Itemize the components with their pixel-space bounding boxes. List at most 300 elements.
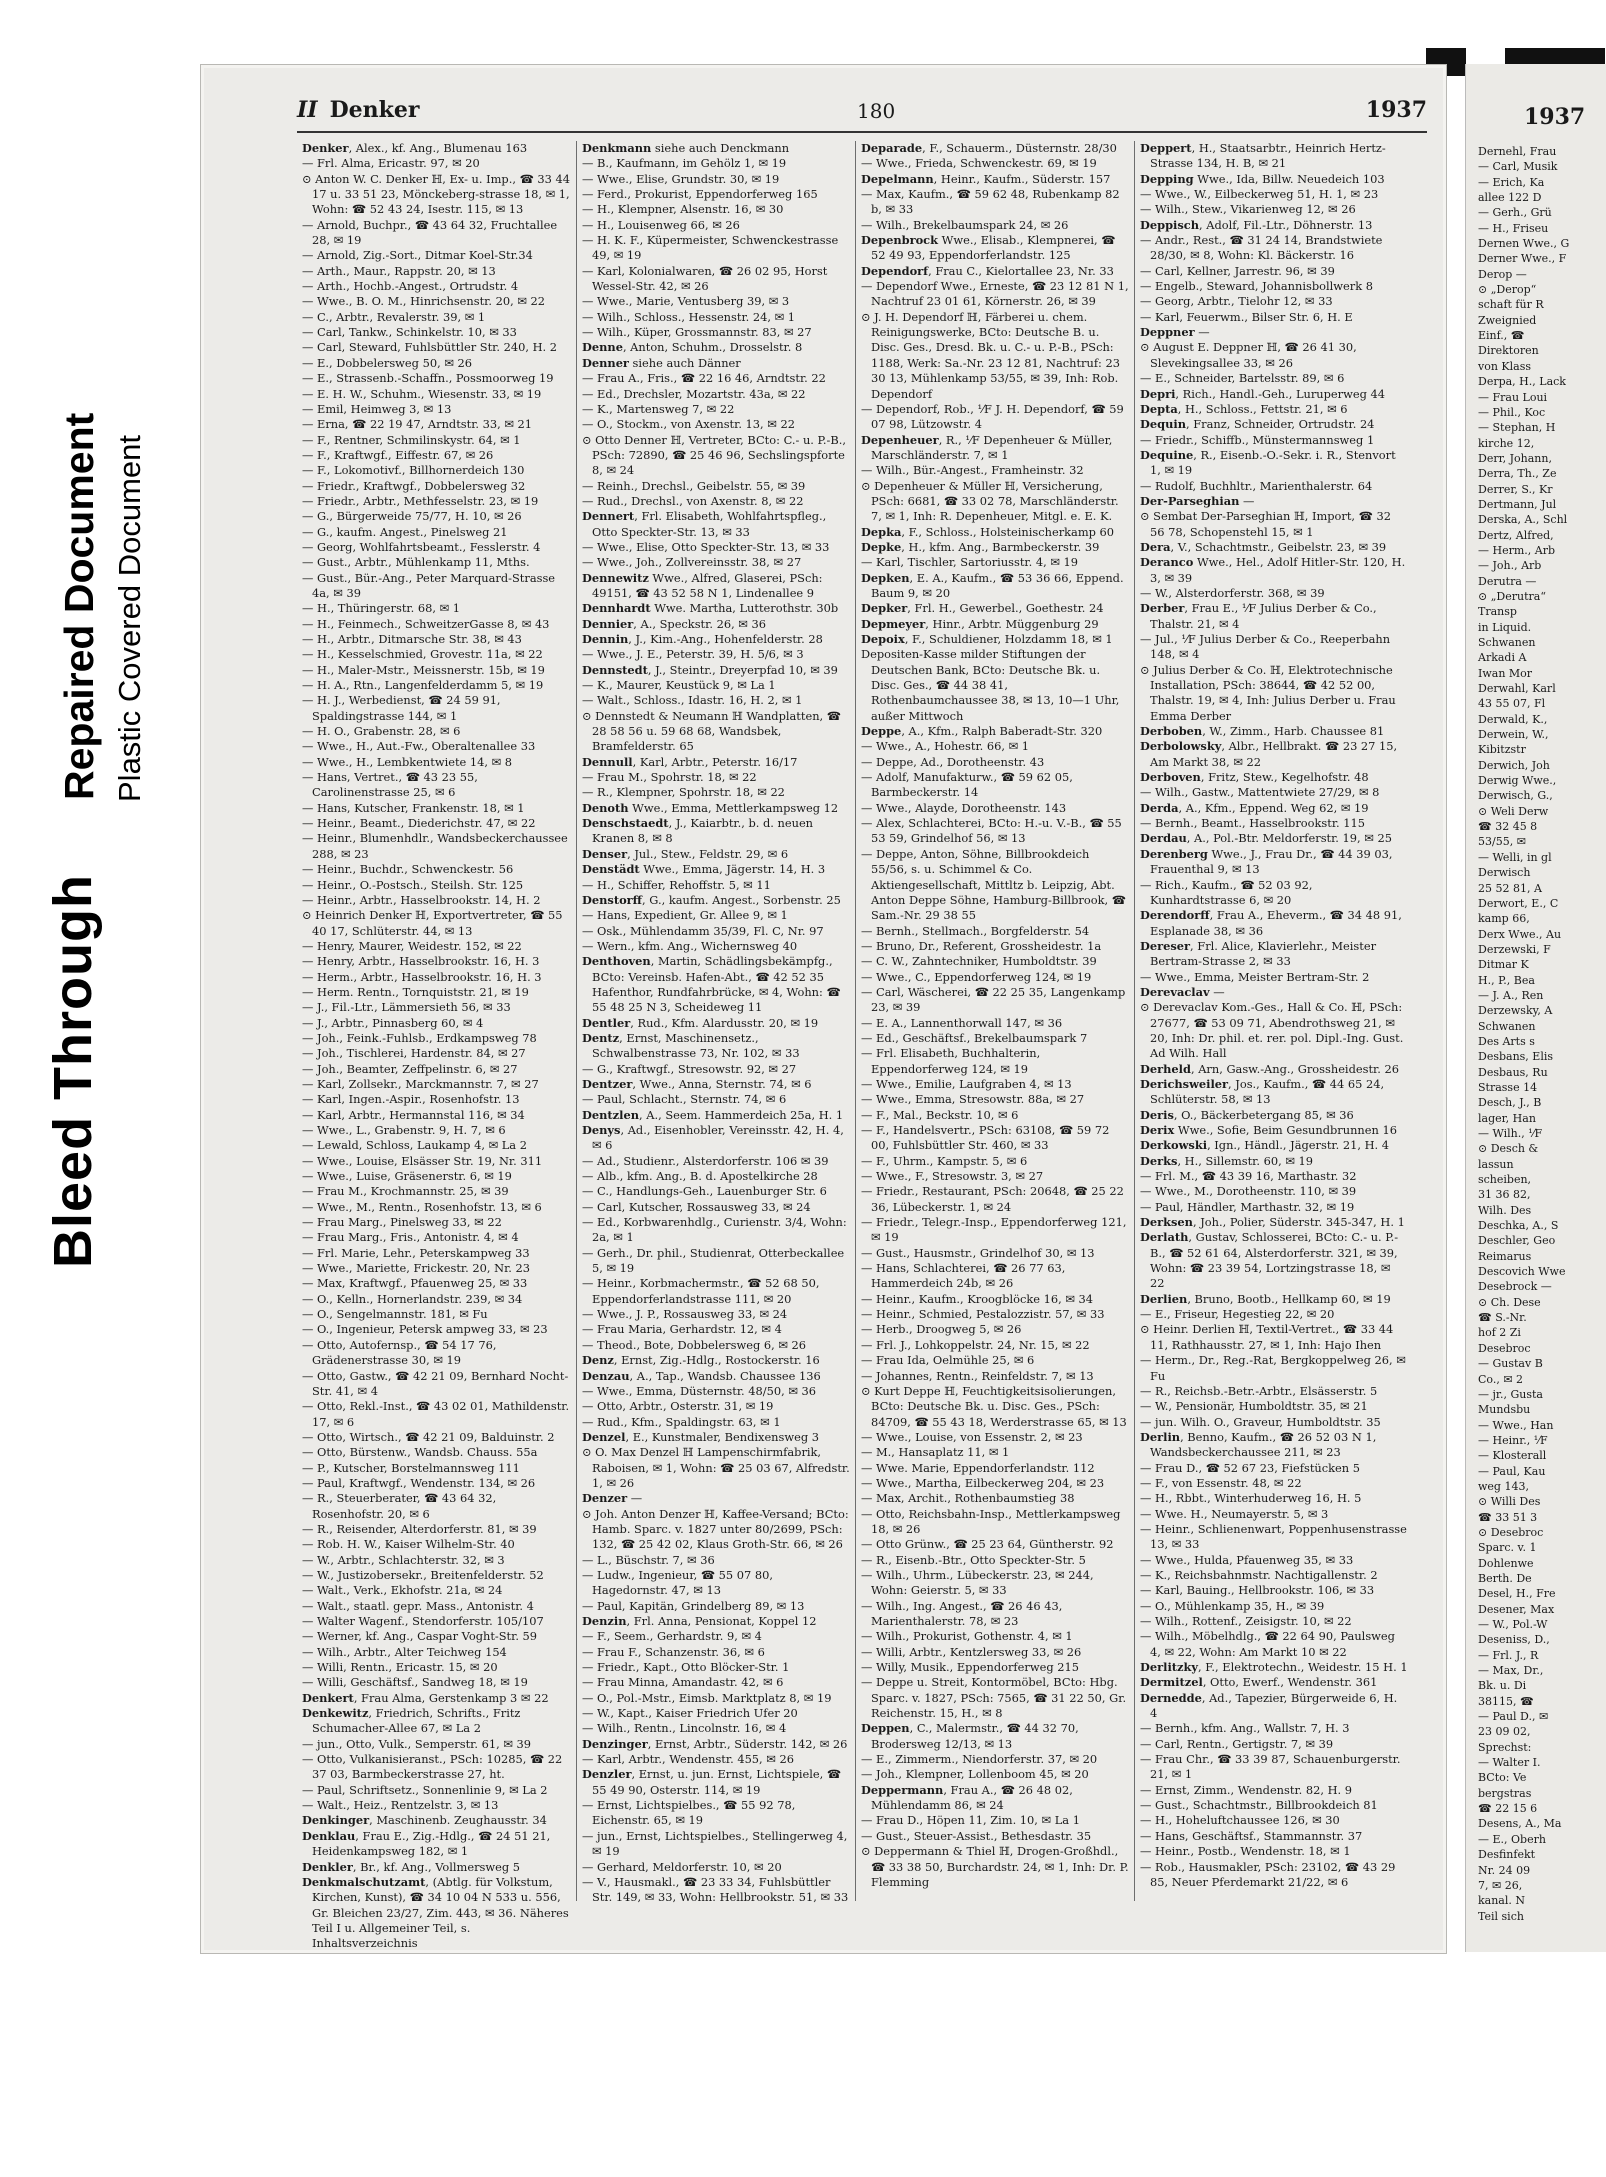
adjacent-page-line: Kibitzstr	[1478, 743, 1526, 757]
entry-text: siehe auch Denckmann	[651, 141, 790, 155]
adjacent-page-line: Derner Wwe., F	[1478, 252, 1567, 266]
adjacent-page-line: Schwanen	[1478, 1019, 1536, 1033]
adjacent-page-line: Ditmar K	[1478, 958, 1529, 972]
entry-text: — Wwe., Louise, von Essenstr. 2, ✉ 23	[861, 1429, 1083, 1444]
adjacent-page-line: von Klass	[1478, 359, 1532, 373]
adjacent-page-line: Derop —	[1478, 267, 1527, 281]
directory-entry	[302, 172, 571, 218]
directory-entry	[302, 1737, 571, 1752]
entry-text: — Otto, Arbtr., Osterstr. 31, ✉ 19	[582, 1399, 774, 1414]
directory-entry	[582, 1798, 850, 1829]
directory-entry	[582, 356, 850, 371]
page-header-left	[297, 97, 420, 123]
entry-text: — Karl, Zollsekr., Marckmannstr. 7, ✉ 27	[302, 1076, 539, 1091]
directory-entry	[302, 294, 571, 309]
directory-entry	[302, 1307, 571, 1322]
entry-surname: Dennull	[582, 754, 633, 769]
adjacent-page-line: Dohlenwe	[1478, 1556, 1534, 1570]
directory-entry	[582, 1721, 850, 1736]
directory-entry	[1140, 831, 1408, 846]
entry-text: , Hinr., Arbtr. Müggenburg 29	[925, 616, 1099, 631]
directory-entry	[1140, 1599, 1408, 1614]
directory-entry	[861, 1783, 1129, 1814]
directory-entry	[582, 310, 850, 325]
directory-column-4	[1134, 141, 1413, 1901]
directory-entry	[861, 1215, 1129, 1246]
entry-text: — Paul, Kraftwgf., Wendenstr. 134, ✉ 26	[302, 1475, 536, 1490]
entry-text: — F., Lokomotivf., Billhornerdeich 130	[302, 463, 525, 478]
adjacent-page-line: — Erich, Ka	[1478, 175, 1545, 189]
entry-text: — Wwe., Marie, Ventusberg 39, ✉ 3	[582, 294, 790, 309]
directory-entry	[861, 1645, 1129, 1660]
entry-text: — Gust., Steuer-Assist., Bethesdastr. 35	[861, 1828, 1092, 1843]
entry-text: — G., Kraftwgf., Stresowstr. 92, ✉ 27	[582, 1061, 797, 1076]
directory-entry	[302, 340, 571, 355]
directory-entry	[861, 156, 1129, 171]
directory-entry	[582, 601, 850, 616]
entry-text: ⊙ Dennstedt & Neumann ℍ Wandplatten, ☎ 28 58 56 u. 59 68 68, Wandsbek, Bramfelderstr. 65	[582, 708, 841, 754]
entry-text: , Frau E., Zig.-Hdlg., ☎ 24 51 21, Heidenkampsweg 182, ✉ 1	[312, 1828, 551, 1859]
entry-text: — Frl. Alma, Ericastr. 97, ✉ 20	[302, 156, 480, 171]
directory-entry	[582, 755, 850, 770]
entry-text: — Wilh., Rentn., Lincolnstr. 16, ✉ 4	[582, 1721, 787, 1736]
entry-text: — Ed., Geschäftsf., Brekelbaumspark 7	[861, 1030, 1088, 1045]
directory-entry	[1140, 1614, 1408, 1629]
adjacent-page-line: Derwich, Joh	[1478, 758, 1550, 772]
entry-text: — Dependorf, Rob., ⅟F J. H. Dependorf, ☎ 59 07 98, Lützowstr. 4	[861, 401, 1124, 432]
directory-entry	[1140, 1507, 1408, 1522]
entry-text: — Osk., Mühlendamm 35/39, Fl. C, Nr. 97	[582, 923, 824, 938]
entry-text: — H. J., Werbedienst, ☎ 24 59 91, Spaldingstrasse 144, ✉ 1	[302, 693, 501, 723]
entry-text: , Ernst, u. jun. Ernst, Lichtspiele, ☎ 55 49 90, Osterstr. 114, ✉ 19	[592, 1767, 842, 1797]
directory-entry	[302, 1783, 571, 1798]
entry-surname: Denzin	[582, 1614, 627, 1628]
entry-text: — Ernst, Lichtspielbes., ☎ 55 92 78, Eichenstr. 65, ✉ 19	[582, 1798, 796, 1828]
entry-text: — Carl, Wäscherei, ☎ 22 25 35, Langenkamp 23, ✉ 39	[861, 984, 1126, 1015]
entry-text: — Joh., Feink.-Fuhlsb., Erdkampsweg 78	[302, 1030, 537, 1045]
adjacent-page-line: Nr. 24 09	[1478, 1863, 1531, 1877]
directory-entry	[302, 1445, 571, 1460]
directory-entry	[582, 571, 850, 602]
entry-text: — Frau F., Schanzenstr. 36, ✉ 6	[582, 1644, 765, 1659]
entry-text: — Wilh., Stew., Vikarienweg 12, ✉ 26	[1140, 202, 1356, 217]
adjacent-page-line: Einf., ☎	[1478, 329, 1525, 343]
directory-entry	[302, 1246, 571, 1261]
directory-entry	[861, 1553, 1129, 1568]
entry-text: — Frau Marg., Pinelsweg 33, ✉ 22	[302, 1215, 502, 1230]
adjacent-page-line: Wilh. Des	[1478, 1203, 1532, 1217]
entry-text: — E. H. W., Schuhm., Wiesenstr. 33, ✉ 19	[302, 386, 542, 401]
directory-entry	[861, 755, 1129, 770]
entry-surname: Dequin	[1140, 417, 1186, 432]
directory-entry	[582, 1415, 850, 1430]
entry-text: — Otto, Reichsbahn-Insp., Mettlerkampsweg 18, ✉ 26	[861, 1506, 1121, 1536]
entry-text: — Gust., Schachtmstr., Billbrookdeich 81	[1140, 1798, 1378, 1813]
entry-text: — Herm. Rentn., Tornquiststr. 21, ✉ 19	[302, 984, 529, 999]
adjacent-page-line: ⊙ „Derutra“	[1478, 589, 1546, 603]
entry-text: —	[627, 1491, 643, 1506]
entry-text: — H. A., Rtn., Langenfelderdamm 5, ✉ 19	[302, 678, 544, 693]
directory-entry	[582, 479, 850, 494]
entry-text: — Wilh., Brekelbaumspark 24, ✉ 26	[861, 217, 1069, 232]
directory-entry	[1140, 1476, 1408, 1491]
directory-entry	[861, 1675, 1129, 1721]
entry-text: — L., Büschstr. 7, ✉ 36	[582, 1552, 715, 1567]
adjacent-page-line: Deschler, Geo	[1478, 1234, 1556, 1248]
entry-text: — Carl, Rentn., Gertigstr. 7, ✉ 39	[1140, 1736, 1334, 1751]
entry-surname: Dennin	[582, 632, 629, 646]
entry-text: , Frl. Elisabeth, Wohlfahrtspfleg., Otto Speckter-Str. 13, ✉ 33	[592, 509, 827, 539]
directory-entry	[302, 156, 571, 171]
directory-entry	[302, 1062, 571, 1077]
entry-text: ⊙ Kurt Deppe ℍ, Feuchtigkeitsisolierungen, BCto: Deutsche Bk. u. Disc. Ges., PSch: 84709, ☎ 55 43 18, Werderstrasse 65, ✉ 13	[861, 1383, 1127, 1429]
entry-text: — Frl. Elisabeth, Buchhalterin, Eppendorferweg 124, ✉ 19	[861, 1046, 1041, 1076]
entry-text: — Rob. H. W., Kaiser Wilhelm-Str. 40	[302, 1537, 515, 1552]
directory-entry	[302, 831, 571, 862]
directory-entry	[861, 433, 1129, 464]
entry-surname: Derlien	[1140, 1291, 1188, 1306]
entry-text: — Friedr., Schiffb., Münstermannsweg 1	[1140, 432, 1375, 447]
entry-surname: Depmeyer	[861, 616, 926, 631]
directory-entry	[1140, 1353, 1408, 1384]
adjacent-page-line: Strasse 14	[1478, 1080, 1538, 1094]
directory-column-2	[576, 141, 855, 1905]
entry-text: — Paul, Händler, Marthastr. 32, ✉ 19	[1140, 1199, 1355, 1214]
directory-entry	[302, 1000, 571, 1015]
entry-text: — Alex, Schlachterei, BCto: H.-u. V.-B., ☎ 55 53 59, Grindelhof 56, ✉ 13	[861, 816, 1122, 846]
directory-entry	[861, 1307, 1129, 1322]
entry-text: — H., Thüringerstr. 68, ✉ 1	[302, 601, 460, 616]
directory-entry	[582, 1660, 850, 1675]
adjacent-page-line: — Herm., Arb	[1478, 543, 1556, 557]
entry-surname: Derlath	[1140, 1230, 1189, 1245]
directory-entry	[861, 1813, 1129, 1828]
directory-entry	[861, 1476, 1129, 1491]
directory-entry	[302, 1292, 571, 1307]
entry-text: — K., Martensweg 7, ✉ 22	[582, 401, 735, 416]
directory-entry	[861, 463, 1129, 478]
adjacent-page-line: bergstras	[1478, 1786, 1532, 1800]
directory-entry	[582, 1629, 850, 1644]
entry-surname: Denzau	[582, 1368, 630, 1383]
directory-entry	[302, 601, 571, 616]
entry-text: — Wwe., Martha, Eilbeckerweg 204, ✉ 23	[861, 1475, 1105, 1490]
directory-entry	[1140, 1737, 1408, 1752]
entry-text: — Arth., Maur., Rappstr. 20, ✉ 13	[302, 263, 496, 278]
entry-surname: Denner	[582, 355, 629, 370]
directory-entry	[302, 1583, 571, 1598]
directory-entry	[861, 1169, 1129, 1184]
entry-text: — jun., Ernst, Lichtspielbes., Stellingerweg 4, ✉ 19	[582, 1828, 848, 1859]
directory-entry	[582, 816, 850, 847]
adjacent-page-line: Zweignied	[1478, 313, 1537, 327]
entry-surname: Dermitzel	[1140, 1675, 1203, 1690]
directory-entry	[582, 433, 850, 479]
directory-entry	[1140, 1783, 1408, 1798]
entry-text: — Wilh., Gastw., Mattentwiete 27/29, ✉ 8	[1140, 785, 1380, 800]
header-surname: Denker	[329, 97, 420, 123]
entry-text: — Herm., Arbtr., Hasselbrookstr. 16, H. 3	[302, 969, 542, 984]
entry-text: — R., Klempner, Spohrstr. 18, ✉ 22	[582, 785, 785, 800]
entry-text: — C., Handlungs-Geh., Lauenburger Str. 6	[582, 1184, 827, 1199]
directory-entry	[1140, 770, 1408, 785]
entry-text: — Deppe u. Streit, Kontormöbel, BCto: Hbg. Sparc. v. 1827, PSch: 7565, ☎ 31 22 50, Gr. Reichenstr. 15, H., ✉ 8	[861, 1675, 1127, 1721]
directory-entry	[861, 218, 1129, 233]
entry-surname: Deppen	[861, 1721, 910, 1736]
vertical-label-bleed-through: Bleed Through	[43, 874, 103, 1268]
directory-entry	[302, 1461, 571, 1476]
directory-entry	[302, 1200, 571, 1215]
entry-text: , H., kfm. Ang., Barmbeckerstr. 39	[901, 539, 1100, 554]
directory-entry	[302, 1369, 571, 1400]
entry-text: , C., Malermstr., ☎ 44 32 70, Brodersweg 12/13, ✉ 13	[871, 1721, 1079, 1751]
adjacent-page-year: 1937	[1524, 104, 1586, 130]
entry-text: — Walt., Verk., Ekhofstr. 21a, ✉ 24	[302, 1583, 503, 1598]
directory-entry	[1140, 1675, 1408, 1690]
entry-text: — Ed., Korbwarenhdlg., Curienstr. 3/4, Wohn: 2a, ✉ 1	[582, 1215, 847, 1245]
adjacent-page-line: ⊙ Ch. Dese	[1478, 1295, 1541, 1309]
entry-text: — Heinr., Kaufm., Kroogblöcke 16, ✉ 34	[861, 1291, 1094, 1306]
entry-text: —	[1239, 493, 1255, 508]
entry-text: — Hans, Expedient, Gr. Allee 9, ✉ 1	[582, 908, 788, 923]
directory-entry	[582, 1322, 850, 1337]
entry-text: — Wwe., B. O. M., Hinrichsenstr. 20, ✉ 22	[302, 294, 546, 309]
adjacent-page-line: Derwahl, Karl	[1478, 682, 1556, 696]
entry-surname: Deris	[1140, 1107, 1174, 1122]
page-edge-tab-right	[1505, 48, 1605, 64]
entry-text: — H., Kesselschmied, Grovestr. 11a, ✉ 22	[302, 647, 543, 662]
directory-entry	[582, 801, 850, 816]
adjacent-page-line: Derr, Johann,	[1478, 451, 1552, 465]
directory-entry	[582, 1016, 850, 1031]
directory-entry	[1140, 479, 1408, 494]
directory-entry	[1140, 494, 1408, 509]
entry-surname: Depke	[861, 539, 902, 554]
entry-text: , Frl. Anna, Pensionat, Koppel 12	[626, 1614, 817, 1628]
entry-text: — Wilh., Schloss., Hessenstr. 24, ✉ 1	[582, 309, 796, 324]
adjacent-page-line: Derzewski, F	[1478, 942, 1551, 956]
adjacent-page-line: Arkadi A	[1478, 651, 1527, 665]
entry-text: — Heinr., Korbmachermstr., ☎ 52 68 50, Eppendorferlandstrasse 111, ✉ 20	[582, 1276, 820, 1306]
entry-text: — Reinh., Drechsl., Geibelstr. 55, ✉ 39	[582, 478, 806, 493]
directory-entry	[582, 1307, 850, 1322]
adjacent-page-line: Desch, J., B	[1478, 1096, 1542, 1110]
entry-text: — F., Mal., Beckstr. 10, ✉ 6	[861, 1107, 1019, 1122]
adjacent-page-edge	[1465, 64, 1606, 1952]
directory-entry	[302, 970, 571, 985]
entry-text: — Wwe., J. P., Rossausweg 33, ✉ 24	[582, 1307, 788, 1322]
directory-entry	[302, 494, 571, 509]
directory-entry	[302, 1261, 571, 1276]
directory-entry	[861, 1844, 1129, 1890]
directory-entry	[302, 571, 571, 602]
entry-text: — Wilh., Rottenf., Zeisigstr. 10, ✉ 22	[1140, 1614, 1352, 1628]
directory-entry	[302, 1138, 571, 1153]
entry-text: — Walt., Heiz., Rentzelstr. 3, ✉ 13	[302, 1798, 499, 1813]
directory-entry	[1140, 279, 1408, 294]
entry-text: — Heinr., O.-Postsch., Steilsh. Str. 125	[302, 877, 524, 892]
directory-entry	[861, 172, 1129, 187]
entry-text: — Wwe., Emma, Stresowstr. 88a, ✉ 27	[861, 1092, 1085, 1107]
entry-surname: Dentler	[582, 1015, 631, 1030]
directory-entry	[1140, 601, 1408, 632]
entry-text: — Rob., Hausmakler, PSch: 23102, ☎ 43 29 85, Neuer Pferdemarkt 21/22, ✉ 6	[1140, 1859, 1396, 1889]
adjacent-page-line: scheiben,	[1478, 1173, 1532, 1187]
entry-surname: Deppisch	[1140, 217, 1200, 232]
entry-text: — Karl, Kolonialwaren, ☎ 26 02 95, Horst Wessel-Str. 42, ✉ 26	[582, 263, 828, 294]
directory-entry	[582, 1276, 850, 1307]
directory-entry	[861, 1108, 1129, 1123]
directory-entry	[302, 1230, 571, 1245]
entry-text: , A., Speckstr. 26, ✉ 36	[633, 616, 766, 631]
entry-text: ⊙ Heinrich Denker ℍ, Exportvertreter, ☎ 55 40 17, Schlüterstr. 44, ✉ 13	[302, 908, 563, 938]
directory-entry	[861, 279, 1129, 310]
directory-entry	[302, 1016, 571, 1031]
entry-text: — E., Zimmerm., Niendorferstr. 37, ✉ 20	[861, 1752, 1098, 1767]
directory-entry	[582, 555, 850, 570]
entry-text: — Bernh., kfm. Ang., Wallstr. 7, H. 3	[1140, 1721, 1350, 1736]
entry-surname: Derkowski	[1140, 1138, 1208, 1153]
entry-surname: Denkmann	[582, 141, 652, 155]
entry-text: — Dependorf Wwe., Erneste, ☎ 23 12 81 N 1, Nachtruf 23 01 61, Körnerstr. 26, ✉ 39	[861, 279, 1129, 309]
adjacent-page-line: hof 2 Zi	[1478, 1326, 1521, 1340]
entry-text: — Karl, Arbtr., Wendenstr. 455, ✉ 26	[582, 1752, 794, 1767]
entry-text: — H., Louisenweg 66, ✉ 26	[582, 217, 740, 232]
entry-text: Wwe., Hel., Adolf Hitler-Str. 120, H. 3, ✉ 39	[1150, 555, 1406, 585]
adjacent-page-line: — Joh., Arb	[1478, 559, 1542, 573]
directory-entry	[1140, 1062, 1408, 1077]
entry-surname: Dentz	[582, 1030, 620, 1045]
directory-entry	[861, 1491, 1129, 1506]
entry-text: — Bernh., Beamt., Hasselbrookstr. 115	[1140, 816, 1365, 831]
directory-entry	[1140, 663, 1408, 724]
entry-text: — R., Reisender, Alterdorferstr. 81, ✉ 39	[302, 1521, 537, 1536]
adjacent-page-line: — Walter I.	[1478, 1756, 1541, 1770]
entry-text: — Frl. J., Lohkoppelstr. 24, Nr. 15, ✉ 22	[861, 1337, 1090, 1352]
adjacent-page-line: Derska, A., Schl	[1478, 513, 1568, 527]
adjacent-page-line: Dernen Wwe., G	[1478, 237, 1570, 251]
entry-text: — Frl. Marie, Lehr., Peterskampweg 33	[302, 1245, 530, 1260]
entry-text: — Wwe., Emma, Düsternstr. 48/50, ✉ 36	[582, 1383, 817, 1398]
directory-entry	[861, 141, 1129, 156]
entry-surname: Denkert	[302, 1690, 354, 1705]
entry-text: — Wwe., J. E., Peterstr. 39, H. 5/6, ✉ 3	[582, 647, 804, 662]
entry-text: , E. A., Kaufm., ☎ 53 36 66, Eppend. Baum 9, ✉ 20	[871, 570, 1124, 600]
adjacent-page-line: Derwald, K.,	[1478, 712, 1548, 726]
directory-entry	[582, 1507, 850, 1553]
entry-surname: Derksen	[1140, 1215, 1193, 1230]
entry-text: — Carl, Tankw., Schinkelstr. 10, ✉ 33	[302, 325, 517, 340]
entry-text: , A., Pol.-Btr. Meldorferstr. 19, ✉ 25	[1186, 831, 1392, 846]
scanned-page	[200, 64, 1447, 1954]
entry-text: — Willy, Musik., Eppendorferweg 215	[861, 1660, 1079, 1675]
entry-surname: Denzinger	[582, 1736, 648, 1751]
entry-surname: Dera	[1140, 539, 1171, 554]
directory-entry	[302, 878, 571, 893]
entry-text: , Ad., Eisenhobler, Vereinsstr. 42, H. 4, ✉ 6	[592, 1123, 844, 1153]
directory-entry	[582, 1737, 850, 1752]
entry-surname: Denzel	[582, 1429, 626, 1444]
entry-text: —	[1194, 325, 1210, 340]
directory-entry	[302, 1553, 571, 1568]
directory-entry	[1140, 172, 1408, 187]
directory-entry	[1140, 218, 1408, 233]
adjacent-page-line: Mundsbu	[1478, 1403, 1531, 1417]
entry-text: — E., Strassenb.-Schaffn., Possmoorweg 19	[302, 371, 554, 386]
adjacent-page-line: Iwan Mor	[1478, 666, 1533, 680]
directory-entry	[861, 816, 1129, 847]
entry-text: — Wwe. H., Neumayerstr. 5, ✉ 3	[1140, 1506, 1329, 1521]
entry-text: — Georg, Wohlfahrtsbeamt., Fesslerstr. 4	[302, 539, 541, 554]
adjacent-page-line: ☎ 22 15 6	[1478, 1802, 1538, 1816]
entry-text: — Wilh., Arbtr., Alter Teichweg 154	[302, 1644, 507, 1659]
adjacent-page-line: Sprechst:	[1478, 1740, 1532, 1754]
entry-surname: Derenberg	[1140, 846, 1208, 861]
directory-entry	[302, 985, 571, 1000]
adjacent-page-line: — J. A., Ren	[1478, 988, 1544, 1002]
directory-entry	[1140, 1844, 1408, 1859]
entry-text: — Wilh., Bür.-Angest., Framheinstr. 32	[861, 463, 1084, 478]
entry-text: — E., Friseur, Hegestieg 22, ✉ 20	[1140, 1307, 1335, 1322]
directory-entry	[302, 1322, 571, 1337]
entry-text: —	[1209, 984, 1225, 999]
adjacent-page-line: ⊙ Weli Derw	[1478, 804, 1549, 818]
directory-entry	[582, 1767, 850, 1798]
entry-text: Wwe., Alfred, Glaserei, PSch: 49151, ☎ 43 52 58 N 1, Lindenallee 9	[592, 570, 823, 600]
entry-text: — F., Handelsvertr., PSch: 63108, ☎ 59 72 00, Fuhlsbüttler Str. 460, ✉ 33	[861, 1123, 1110, 1153]
directory-entry	[1140, 264, 1408, 279]
directory-entry	[1140, 1813, 1408, 1828]
directory-entry	[302, 356, 571, 371]
entry-text: — H., Schiffer, Rehoffstr. 5, ✉ 11	[582, 877, 771, 892]
entry-surname: Dernedde	[1140, 1690, 1202, 1705]
entry-text: — Gust., Arbtr., Mühlenkamp 11, Mths.	[302, 555, 530, 570]
entry-text: , Fritz, Stew., Kegelhofstr. 48	[1200, 770, 1369, 785]
directory-entry	[1140, 1553, 1408, 1568]
adjacent-page-line: ☎ 32 45 8	[1478, 820, 1538, 834]
entry-text: — Carl, Kutscher, Rossausweg 33, ✉ 24	[582, 1199, 811, 1214]
directory-entry	[582, 325, 850, 340]
entry-text: — Wern., kfm. Ang., Wichernsweg 40	[582, 938, 798, 953]
entry-text: — Herb., Droogweg 5, ✉ 26	[861, 1322, 1022, 1337]
directory-entry	[302, 862, 571, 877]
entry-text: — W., Alsterdorferstr. 368, ✉ 39	[1140, 585, 1325, 600]
entry-text: — K., Maurer, Keustück 9, ✉ La 1	[582, 678, 776, 693]
entry-text: — Wwe., Elise, Otto Speckter-Str. 13, ✉ 33	[582, 539, 830, 554]
adjacent-page-line: Derutra —	[1478, 574, 1537, 588]
directory-entry	[582, 1860, 850, 1875]
entry-surname: Derboven	[1140, 770, 1201, 785]
directory-entry	[582, 187, 850, 202]
entry-text: , J., Kaiarbtr., b. d. neuen Kranen 8, ✉ 8	[592, 816, 814, 846]
directory-entry	[582, 387, 850, 402]
adjacent-page-line: — Gustav B	[1478, 1357, 1543, 1371]
entry-text: — Wwe., Louise, Elsässer Str. 19, Nr. 311	[302, 1153, 543, 1168]
adjacent-page-line: kirche 12,	[1478, 436, 1535, 450]
adjacent-page-line: Direktoren	[1478, 344, 1539, 358]
adjacent-page-line: — Wilh., ⅟F	[1478, 1127, 1543, 1140]
directory-entry	[861, 617, 1129, 632]
directory-entry	[302, 402, 571, 417]
directory-entry	[302, 1046, 571, 1061]
entry-text: — F., von Essenstr. 48, ✉ 22	[1140, 1475, 1302, 1490]
directory-entry	[582, 693, 850, 708]
directory-entry	[1140, 1691, 1408, 1722]
directory-entry	[582, 647, 850, 662]
entry-surname: Der-Parseghian	[1140, 493, 1240, 508]
directory-entry	[1140, 1629, 1408, 1660]
entry-text: — Hans, Schlachterei, ☎ 26 77 63, Hammerdeich 24b, ✉ 26	[861, 1261, 1066, 1291]
